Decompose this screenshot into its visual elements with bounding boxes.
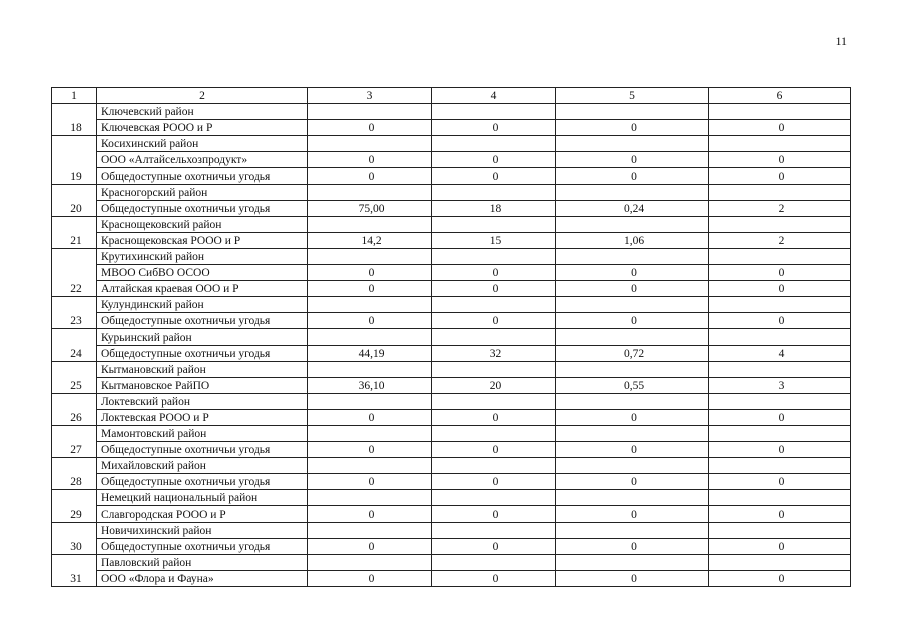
value-cell-c4: 0 — [432, 168, 556, 184]
district-row — [52, 329, 851, 345]
value-cell-c3: 0 — [308, 281, 432, 297]
empty-cell — [308, 490, 432, 506]
empty-cell — [308, 425, 432, 441]
district-name: Красногорский район — [97, 184, 308, 200]
value-cell-c6: 0 — [709, 265, 851, 281]
district-name: Ключевский район — [97, 104, 308, 120]
value-cell-c4: 0 — [432, 152, 556, 168]
empty-cell — [308, 184, 432, 200]
empty-cell — [709, 216, 851, 232]
table-row — [52, 200, 851, 216]
row-number: 29 — [52, 490, 97, 522]
row-number: 31 — [52, 554, 97, 586]
header-cell: 4 — [432, 88, 556, 104]
district-row — [52, 490, 851, 506]
organization-name: Локтевская РООО и Р — [97, 409, 308, 425]
value-cell-c5: 0 — [556, 506, 709, 522]
row-number: 23 — [52, 297, 97, 329]
value-cell-c3: 0 — [308, 409, 432, 425]
district-name: Михайловский район — [97, 458, 308, 474]
empty-cell — [556, 248, 709, 264]
header-cell: 1 — [52, 88, 97, 104]
empty-cell — [432, 361, 556, 377]
empty-cell — [709, 329, 851, 345]
organization-name: ООО «Алтайсельхозпродукт» — [97, 152, 308, 168]
empty-cell — [709, 458, 851, 474]
value-cell-c6: 0 — [709, 409, 851, 425]
row-number: 25 — [52, 361, 97, 393]
empty-cell — [308, 216, 432, 232]
empty-cell — [308, 136, 432, 152]
district-name: Кытмановский район — [97, 361, 308, 377]
district-row — [52, 554, 851, 570]
value-cell-c3: 14,2 — [308, 232, 432, 248]
district-row — [52, 425, 851, 441]
row-number: 30 — [52, 522, 97, 554]
empty-cell — [709, 297, 851, 313]
table-row — [52, 538, 851, 554]
empty-cell — [709, 136, 851, 152]
organization-name: Кытмановское РайПО — [97, 377, 308, 393]
row-number: 22 — [52, 248, 97, 296]
empty-cell — [432, 425, 556, 441]
value-cell-c4: 32 — [432, 345, 556, 361]
value-cell-c3: 0 — [308, 474, 432, 490]
organization-name: Ключевская РООО и Р — [97, 120, 308, 136]
district-row — [52, 361, 851, 377]
value-cell-c4: 0 — [432, 281, 556, 297]
value-cell-c6: 0 — [709, 281, 851, 297]
value-cell-c5: 0,72 — [556, 345, 709, 361]
district-row — [52, 104, 851, 120]
value-cell-c4: 15 — [432, 232, 556, 248]
empty-cell — [556, 554, 709, 570]
empty-cell — [556, 425, 709, 441]
empty-cell — [709, 490, 851, 506]
empty-cell — [709, 184, 851, 200]
value-cell-c5: 0 — [556, 538, 709, 554]
empty-cell — [432, 490, 556, 506]
table-row — [52, 281, 851, 297]
empty-cell — [308, 522, 432, 538]
value-cell-c6: 0 — [709, 538, 851, 554]
district-name: Крутихинский район — [97, 248, 308, 264]
value-cell-c5: 0 — [556, 152, 709, 168]
value-cell-c4: 18 — [432, 200, 556, 216]
empty-cell — [556, 361, 709, 377]
value-cell-c4: 0 — [432, 570, 556, 586]
value-cell-c5: 0 — [556, 442, 709, 458]
district-name: Новичихинский район — [97, 522, 308, 538]
table-row — [52, 442, 851, 458]
header-cell: 5 — [556, 88, 709, 104]
empty-cell — [709, 104, 851, 120]
value-cell-c6: 0 — [709, 474, 851, 490]
district-row — [52, 248, 851, 264]
table-row — [52, 377, 851, 393]
organization-name: Общедоступные охотничьи угодья — [97, 538, 308, 554]
empty-cell — [432, 554, 556, 570]
page-number: 11 — [835, 34, 847, 48]
row-number: 28 — [52, 458, 97, 490]
empty-cell — [556, 136, 709, 152]
district-row — [52, 184, 851, 200]
value-cell-c3: 36,10 — [308, 377, 432, 393]
table-row — [52, 570, 851, 586]
row-number: 27 — [52, 425, 97, 457]
value-cell-c4: 0 — [432, 474, 556, 490]
district-name: Курьинский район — [97, 329, 308, 345]
value-cell-c3: 0 — [308, 313, 432, 329]
organization-name: Общедоступные охотничьи угодья — [97, 474, 308, 490]
value-cell-c6: 0 — [709, 168, 851, 184]
district-name: Кулундинский район — [97, 297, 308, 313]
value-cell-c3: 0 — [308, 442, 432, 458]
value-cell-c3: 44,19 — [308, 345, 432, 361]
row-number: 21 — [52, 216, 97, 248]
empty-cell — [709, 361, 851, 377]
district-row — [52, 393, 851, 409]
empty-cell — [308, 297, 432, 313]
empty-cell — [308, 393, 432, 409]
value-cell-c6: 0 — [709, 506, 851, 522]
organization-name: Общедоступные охотничьи угодья — [97, 168, 308, 184]
empty-cell — [709, 554, 851, 570]
empty-cell — [709, 393, 851, 409]
empty-cell — [432, 297, 556, 313]
empty-cell — [556, 216, 709, 232]
empty-cell — [432, 393, 556, 409]
district-row — [52, 522, 851, 538]
empty-cell — [308, 361, 432, 377]
hunting-grounds-table — [51, 87, 851, 587]
table-row — [52, 265, 851, 281]
row-number: 18 — [52, 104, 97, 136]
header-cell: 3 — [308, 88, 432, 104]
table-row — [52, 506, 851, 522]
value-cell-c4: 0 — [432, 409, 556, 425]
table-row — [52, 152, 851, 168]
value-cell-c4: 0 — [432, 265, 556, 281]
value-cell-c6: 0 — [709, 442, 851, 458]
value-cell-c3: 0 — [308, 570, 432, 586]
organization-name: МВОО СибВО ОСОО — [97, 265, 308, 281]
table-row — [52, 474, 851, 490]
empty-cell — [432, 216, 556, 232]
value-cell-c4: 0 — [432, 442, 556, 458]
empty-cell — [308, 104, 432, 120]
empty-cell — [432, 458, 556, 474]
table-row — [52, 232, 851, 248]
empty-cell — [556, 393, 709, 409]
row-number: 20 — [52, 184, 97, 216]
value-cell-c5: 0 — [556, 120, 709, 136]
empty-cell — [308, 248, 432, 264]
value-cell-c5: 0,24 — [556, 200, 709, 216]
value-cell-c6: 0 — [709, 313, 851, 329]
empty-cell — [556, 458, 709, 474]
district-row — [52, 458, 851, 474]
table-header-row — [52, 88, 851, 104]
district-name: Косихинский район — [97, 136, 308, 152]
district-row — [52, 136, 851, 152]
empty-cell — [308, 554, 432, 570]
value-cell-c4: 0 — [432, 538, 556, 554]
value-cell-c5: 0 — [556, 474, 709, 490]
header-cell: 2 — [97, 88, 308, 104]
value-cell-c3: 0 — [308, 538, 432, 554]
district-row — [52, 297, 851, 313]
value-cell-c5: 1,06 — [556, 232, 709, 248]
value-cell-c5: 0 — [556, 168, 709, 184]
district-name: Павловский район — [97, 554, 308, 570]
value-cell-c6: 4 — [709, 345, 851, 361]
empty-cell — [709, 522, 851, 538]
district-name: Мамонтовский район — [97, 425, 308, 441]
empty-cell — [556, 522, 709, 538]
table-row — [52, 120, 851, 136]
value-cell-c3: 0 — [308, 152, 432, 168]
row-number: 24 — [52, 329, 97, 361]
organization-name: Краснощековская РООО и Р — [97, 232, 308, 248]
empty-cell — [432, 522, 556, 538]
value-cell-c5: 0 — [556, 409, 709, 425]
value-cell-c5: 0 — [556, 570, 709, 586]
value-cell-c3: 75,00 — [308, 200, 432, 216]
organization-name: Славгородская РООО и Р — [97, 506, 308, 522]
organization-name: Общедоступные охотничьи угодья — [97, 345, 308, 361]
row-number: 26 — [52, 393, 97, 425]
table-row — [52, 168, 851, 184]
empty-cell — [432, 184, 556, 200]
value-cell-c4: 0 — [432, 506, 556, 522]
empty-cell — [432, 104, 556, 120]
table-row — [52, 313, 851, 329]
value-cell-c3: 0 — [308, 506, 432, 522]
value-cell-c5: 0 — [556, 281, 709, 297]
empty-cell — [556, 184, 709, 200]
empty-cell — [556, 490, 709, 506]
district-name: Краснощековский район — [97, 216, 308, 232]
organization-name: ООО «Флора и Фауна» — [97, 570, 308, 586]
value-cell-c6: 0 — [709, 120, 851, 136]
empty-cell — [432, 329, 556, 345]
empty-cell — [308, 458, 432, 474]
value-cell-c3: 0 — [308, 120, 432, 136]
empty-cell — [556, 297, 709, 313]
empty-cell — [556, 329, 709, 345]
district-name: Немецкий национальный район — [97, 490, 308, 506]
value-cell-c4: 20 — [432, 377, 556, 393]
header-cell: 6 — [709, 88, 851, 104]
value-cell-c3: 0 — [308, 265, 432, 281]
value-cell-c5: 0 — [556, 313, 709, 329]
organization-name: Общедоступные охотничьи угодья — [97, 313, 308, 329]
value-cell-c5: 0,55 — [556, 377, 709, 393]
row-number: 19 — [52, 136, 97, 184]
empty-cell — [556, 104, 709, 120]
value-cell-c3: 0 — [308, 168, 432, 184]
organization-name: Общедоступные охотничьи угодья — [97, 442, 308, 458]
empty-cell — [432, 248, 556, 264]
district-row — [52, 216, 851, 232]
organization-name: Алтайская краевая ООО и Р — [97, 281, 308, 297]
empty-cell — [308, 329, 432, 345]
empty-cell — [709, 425, 851, 441]
organization-name: Общедоступные охотничьи угодья — [97, 200, 308, 216]
value-cell-c6: 0 — [709, 152, 851, 168]
empty-cell — [709, 248, 851, 264]
district-name: Локтевский район — [97, 393, 308, 409]
table-row — [52, 345, 851, 361]
empty-cell — [432, 136, 556, 152]
value-cell-c5: 0 — [556, 265, 709, 281]
value-cell-c6: 0 — [709, 570, 851, 586]
table-row — [52, 409, 851, 425]
table-body — [52, 88, 851, 587]
value-cell-c4: 0 — [432, 120, 556, 136]
value-cell-c6: 2 — [709, 232, 851, 248]
value-cell-c6: 2 — [709, 200, 851, 216]
value-cell-c4: 0 — [432, 313, 556, 329]
value-cell-c6: 3 — [709, 377, 851, 393]
